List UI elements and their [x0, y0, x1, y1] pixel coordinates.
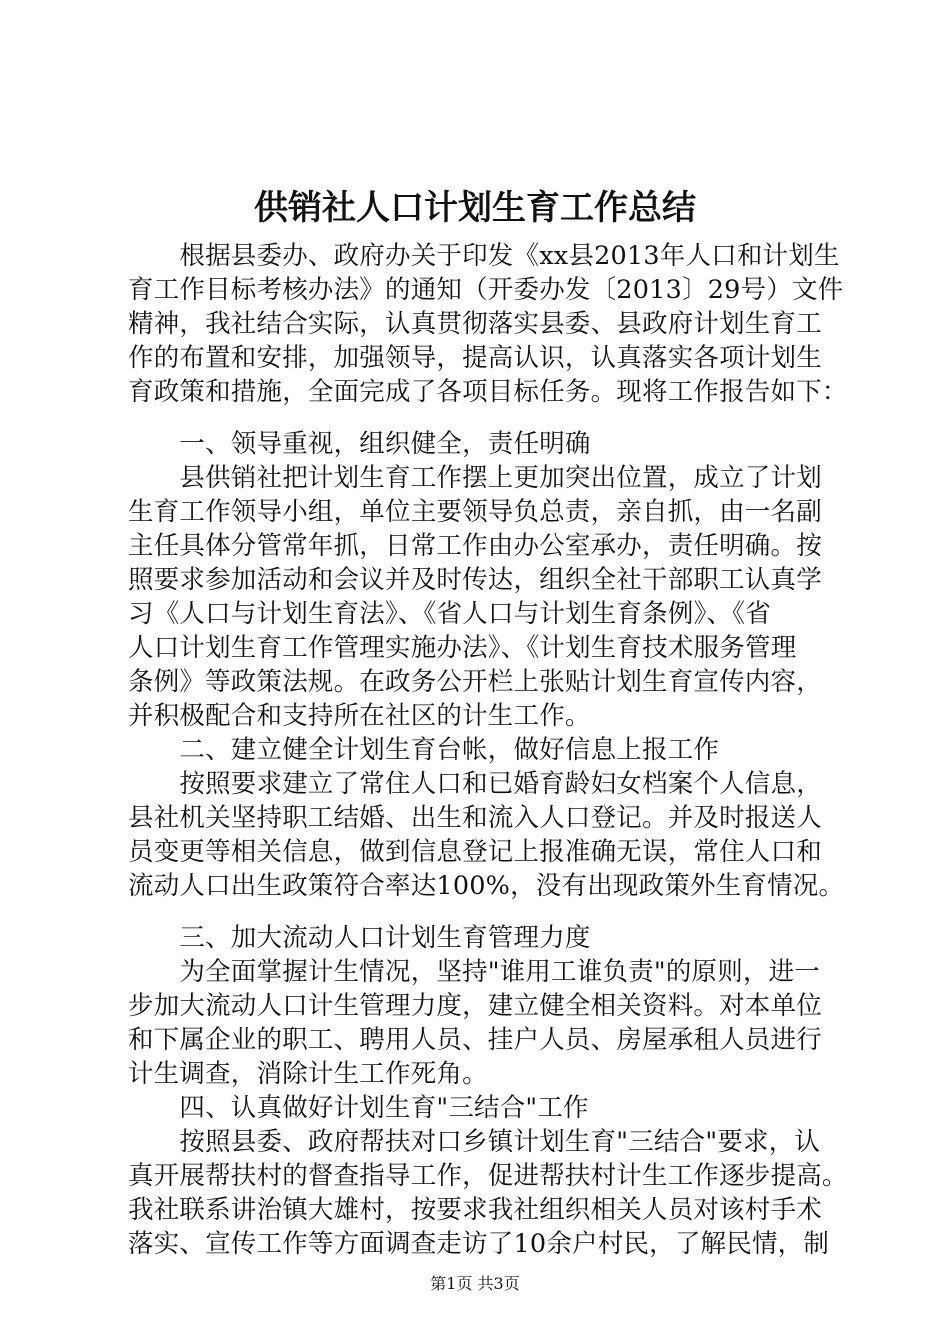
body-line: 人口计划生育工作管理实施办法》、《计划生育技术服务管理 — [128, 633, 797, 663]
body-line: 并积极配合和支持所在社区的计生工作。 — [128, 701, 591, 731]
body-line: 员变更等相关信息，做到信息登记上报准确无误，常住人口和 — [128, 837, 822, 867]
body-line: 县社机关坚持职工结婚、出生和流入人口登记。并及时报送人 — [128, 803, 822, 833]
body-line: 流动人口出生政策符合率达100%，没有出现政策外生育情况。 — [128, 871, 845, 901]
body-line: 精神，我社结合实际，认真贯彻落实县委、县政府计划生育工 — [128, 309, 822, 339]
body-line: 落实、宣传工作等方面调查走访了10余户村民，了解民情，制 — [128, 1229, 830, 1259]
body-line: 按照县委、政府帮扶对口乡镇计划生育"三结合"要求，认 — [128, 1127, 821, 1157]
section-heading: 四、认真做好计划生育"三结合"工作 — [128, 1093, 589, 1123]
body-line: 计生调查，消除计生工作死角。 — [128, 1059, 488, 1089]
body-line: 步加大流动人口计生管理力度，建立健全相关资料。对本单位 — [128, 991, 822, 1021]
section-heading: 二、建立健全计划生育台帐，做好信息上报工作 — [128, 735, 720, 765]
body-line: 条例》等政策法规。在政务公开栏上张贴计划生育宣传内容， — [128, 667, 822, 697]
section-heading: 三、加大流动人口计划生育管理力度 — [128, 923, 591, 953]
body-line: 真开展帮扶村的督查指导工作，促进帮扶村计生工作逐步提高。 — [128, 1161, 848, 1191]
body-line: 作的布置和安排，加强领导，提高认识，认真落实各项计划生 — [128, 343, 822, 373]
body-line: 育政策和措施，全面完成了各项目标任务。现将工作报告如下： — [128, 377, 848, 407]
body-line: 按照要求建立了常住人口和已婚育龄妇女档案个人信息， — [128, 769, 822, 799]
body-line: 主任具体分管常年抓，日常工作由办公室承办，责任明确。按 — [128, 531, 822, 561]
section-heading: 一、领导重视，组织健全，责任明确 — [128, 429, 591, 459]
body-line: 我社联系讲治镇大雄村，按要求我社组织相关人员对该村手术 — [128, 1195, 822, 1225]
body-line: 根据县委办、政府办关于印发《xx县2013年人口和计划生 — [128, 241, 840, 271]
body-line: 县供销社把计划生育工作摆上更加突出位置，成立了计划 — [128, 463, 822, 493]
body-line: 生育工作领导小组，单位主要领导负总责，亲自抓，由一名副 — [128, 497, 822, 527]
document-title: 供销社人口计划生育工作总结 — [254, 188, 696, 228]
body-line: 育工作目标考核办法》的通知（开委办发〔2013〕29号）文件 — [128, 275, 844, 305]
body-line: 和下属企业的职工、聘用人员、挂户人员、房屋承租人员进行 — [128, 1025, 822, 1055]
body-line: 习《人口与计划生育法》、《省人口与计划生育条例》、《省 — [128, 599, 771, 629]
body-line: 为全面掌握计生情况，坚持"谁用工谁负责"的原则，进一 — [128, 957, 821, 987]
page-footer: 第1页 共3页 — [430, 1274, 520, 1293]
body-line: 照要求参加活动和会议并及时传达，组织全社干部职工认真学 — [128, 565, 822, 595]
